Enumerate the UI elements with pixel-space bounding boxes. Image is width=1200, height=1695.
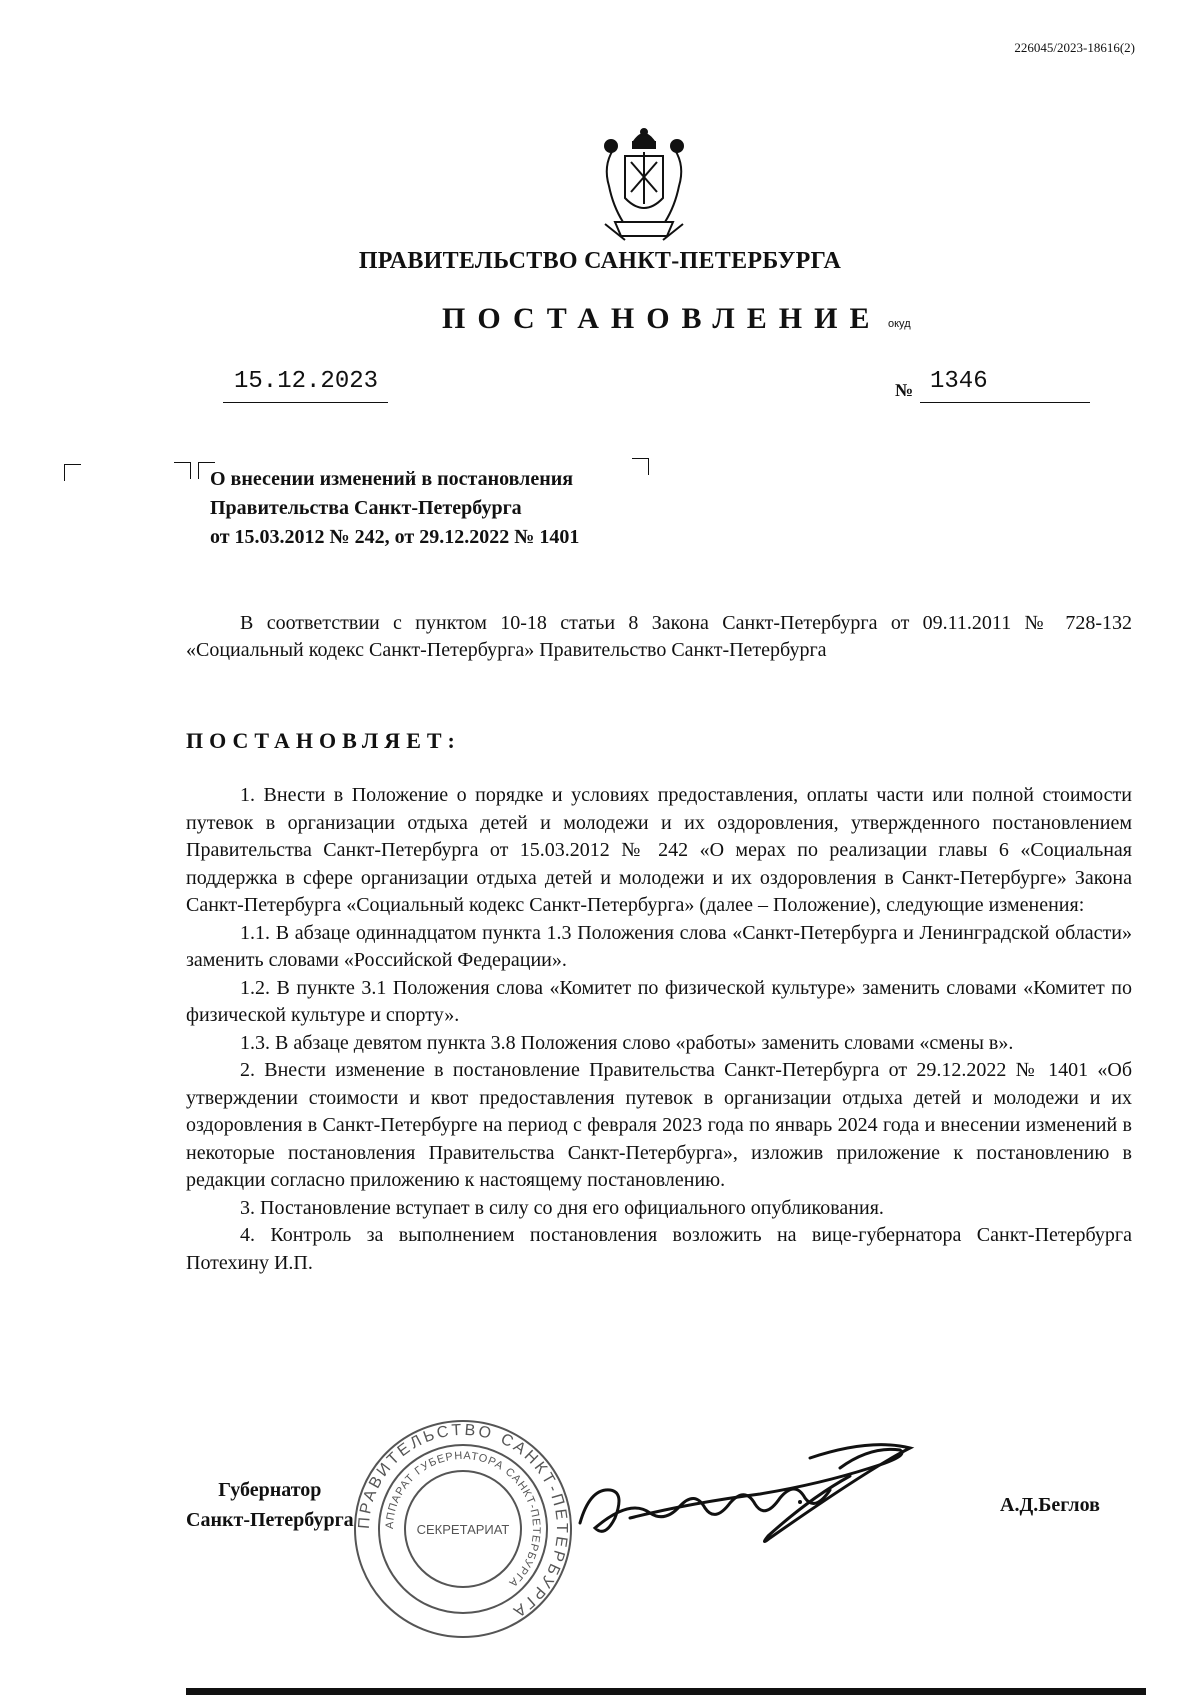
document-type: ПОСТАНОВЛЕНИЕ [442,302,882,335]
paragraph: 1.1. В абзаце одиннадцатом пункта 1.3 Положения слова «Санкт-Петербурга и Ленинградской области» заменить словами «Российской Федерации». [186,921,1132,971]
preamble [186,610,1132,664]
bottom-divider [186,1688,1146,1695]
preamble-text: В соответствии с пунктом 10-18 статьи 8 Закона Санкт-Петербурга от 09.11.2011 № 728-132 «Социальный кодекс Санкт-Петербурга» Правительство Санкт-Петербурга [186,612,1132,661]
paragraph: 2. Внести изменение в постановление Правительства Санкт-Петербурга от 29.12.2022 № 1401 «Об утверждении стоимости и квот предоставления путевок в организации отдыха детей и молодежи и их оздоровления в Санкт-Петербурге на период с февраля 2023 года по январь 2024 года и внесении изменений в некоторые постановления Правительства Санкт-Петербурга», изложив приложение к постановлению в редакции согласно приложению к настоящему постановлению. [186,1059,1132,1191]
paragraph: 1.3. В абзаце девятом пункта 3.8 Положения слово «работы» заменить словами «смены в». [240,1031,1014,1054]
corner-mark [174,462,191,479]
handwritten-signature [570,1428,930,1558]
paragraph: 3. Постановление вступает в силу со дня его официального опубликования. [240,1196,884,1219]
document-body [186,782,1132,1277]
document-number: 1346 [930,368,988,395]
number-sign: № [895,380,914,400]
registration-number: 226045/2023-18616(2) [1014,40,1135,55]
signer-title-line: Губернатор [218,1479,322,1501]
signer-title-line: Санкт-Петербурга [186,1509,354,1531]
paragraph: 1.2. В пункте 3.1 Положения слова «Комитет по физической культуре» заменить словами «Комитет по физической культуре и спорту». [186,976,1132,1026]
paragraph: 4. Контроль за выполнением постановления возложить на вице-губернатора Санкт-Петербурга Потехину И.П. [186,1224,1132,1274]
date-underline [223,402,388,403]
number-underline [920,402,1090,403]
paragraph: 1. Внести в Положение о порядке и условиях предоставления, оплаты части или полной стоимости путевок в организации отдыха детей и молодежи и их оздоровления, утвержденного постановлением Правительства Санкт-Петербурга от 15.03.2012 № 242 «О мерах по реализации главы 6 «Социальная поддержка в сфере организации отдыха детей и молодежи и их оздоровления в Санкт-Петербурге» Закона Санкт-Петербурга «Социальный кодекс Санкт-Петербурга» (далее – Положение), следующие изменения: [186,784,1132,916]
resolves-heading: ПОСТАНОВЛЯЕТ: [186,728,461,753]
subject-line: от 15.03.2012 № 242, от 29.12.2022 № 1401 [210,526,580,548]
signer-title [186,1475,354,1535]
coat-of-arms-icon [595,126,693,242]
corner-mark [64,464,81,481]
corner-mark [632,458,649,475]
subject-line: О внесении изменений в постановления [210,468,574,490]
document-date: 15.12.2023 [234,368,379,395]
seal-center-text: СЕКРЕТАРИАТ [416,1522,510,1537]
seal-middle-text: АППАРАТ ГУБЕРНАТОРА САНКТ-ПЕТЕРБУРГА [383,1449,543,1590]
official-seal [352,1418,574,1640]
document-subject [210,465,579,552]
signer-name: А.Д.Беглов [1000,1494,1100,1516]
government-title: ПРАВИТЕЛЬСТВО САНКТ-ПЕТЕРБУРГА [358,248,842,274]
okud-label: окуд [888,318,911,330]
subject-line: Правительства Санкт-Петербурга [210,497,522,519]
seal-outer-text: ПРАВИТЕЛЬСТВО САНКТ-ПЕТЕРБУРГА [355,1421,571,1622]
